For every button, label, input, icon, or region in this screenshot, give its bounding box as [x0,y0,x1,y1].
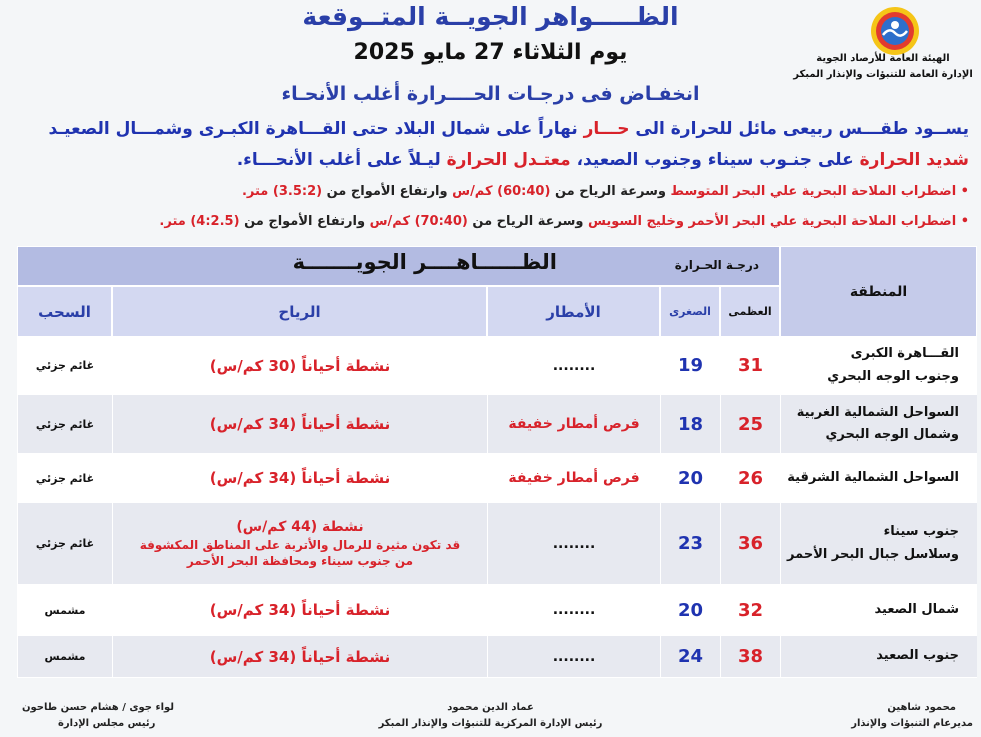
region-cell [780,454,977,503]
wind-cell: نشطة أحياناً (34 كم/س) [112,636,487,678]
org-department: الإدارة العامة للتنبؤات والإنذار المبكر [793,69,973,80]
min-temp-cell: 19 [660,337,720,395]
region-cell [780,636,977,678]
cloud-cell: غائم جزئي [17,395,112,454]
wind-cell: نشطة أحياناً (30 كم/س) [112,337,487,395]
table-row [17,503,977,585]
region-cell [780,585,977,636]
bullet-text: • اضطراب الملاحة البحرية علي البحر الأحمر وخليج السويس [588,214,969,229]
rain-cell: ........ [487,337,660,395]
bullet-text: • اضطراب الملاحة البحرية علي البحر المتوسط [670,184,969,199]
table-row [17,585,977,636]
wind-line: نشطة (44 كم/س) [236,518,364,535]
signature-center-title: رئيس الإدارة المركزية للتنبؤات والإنذار المبكر [378,718,603,729]
region-name-2: وشمال الوجه البحري [825,427,959,442]
rain-cell: ........ [487,636,660,678]
summary-highlight: شديد الحرارة [859,150,969,170]
max-temp-header: العظمى [720,286,780,337]
min-temp-cell: 23 [660,503,720,585]
summary-text: ليـلاً على أغلب الأنحـــاء. [236,150,441,170]
signature-center-name: عماد الدين محمود [447,702,534,713]
cloud-header: السحب [17,286,112,337]
region-cell [780,503,977,585]
forecast-date: يوم الثلاثاء 27 مايو 2025 [353,40,628,65]
signature-right-name: محمود شاهين [887,702,956,713]
region-name: جنوب سيناء [883,524,959,540]
min-temp-cell: 20 [660,454,720,503]
min-temp-cell: 24 [660,636,720,678]
rain-cell: فرص أمطار خفيفة [487,454,660,503]
wind-header: الرياح [112,286,487,337]
summary-highlight: حـــار [583,119,630,139]
summary-text: على جنـوب سيناء وجنوب الصعيد، [576,150,854,170]
wind-cell: نشطة أحياناً (34 كم/س) [112,395,487,454]
phenomena-header: الظــــــاهــــر الجويـــــــة [292,250,557,274]
region-name: السواحل الشمالية الغربية [796,404,959,420]
region-name: القـــاهرة الكبرى [850,346,959,362]
max-temp-cell: 38 [720,636,780,678]
table-row [17,337,977,395]
ema-logo-icon [869,5,921,57]
wind-cell: نشطة أحياناً (34 كم/س) [112,585,487,636]
wind-cell [112,503,487,585]
temperature-header: درجـة الحـرارة [674,258,759,272]
bullet-unit: متر. [241,184,269,199]
region-name: السواحل الشمالية الشرقية [787,469,959,485]
max-temp-cell: 32 [720,585,780,636]
bullet-text: وسرعة الرياح من [554,184,667,199]
org-name: الهيئة العامة للأرصاد الجوية [816,53,950,64]
region-name: شمال الصعيد [874,601,959,617]
cloud-cell: غائم جزئي [17,503,112,585]
forecast-subtitle: انخفـاض فى درجـات الحــــرارة أغلب الأنحـاء [281,83,700,105]
bullet-unit: كم/س [369,214,411,229]
max-temp-cell: 26 [720,454,780,503]
region-cell [780,395,977,454]
summary-text: يســود طقـــس ربيعى مائل للحرارة الى [635,119,969,139]
bullet-unit: متر. [159,214,186,229]
rain-header: الأمطار [487,286,660,337]
marine-warning-red-sea [159,214,969,229]
summary-highlight: معتـدل الحرارة [446,150,571,170]
bullet-value: (4:2.5) [190,214,240,229]
page-title: الظـــــواهر الجويــة المتــوقعة [302,2,679,31]
signature-left-name: لواء جوى / هشام حسن طاحون [22,702,175,713]
summary-line-1 [11,119,969,139]
bullet-text: وارتفاع الأمواج من [244,214,366,229]
region-name: جنوب الصعيد [876,648,959,664]
summary-text: نهاراً على شمال البلاد حتى القـــاهرة الكبـرى وشمـــال الصعيـد [48,119,578,139]
table-row [17,454,977,503]
bullet-value: (3.5:2) [272,184,323,199]
min-temp-header: الصغرى [660,286,720,337]
wind-line: قد تكون مثيرة للرمال والأتربة على المناطق المكشوفة [139,537,461,552]
rain-cell: ........ [487,585,660,636]
rain-cell: فرص أمطار خفيفة [487,395,660,454]
cloud-cell: غائم جزئي [17,337,112,395]
region-cell [780,337,977,395]
signature-left-title: رئيس مجلس الإدارة [58,718,156,729]
cloud-cell: مشمس [17,585,112,636]
region-header: المنطقة [780,246,977,337]
cloud-cell: غائم جزئي [17,454,112,503]
forecast-table [17,246,977,678]
min-temp-cell: 20 [660,585,720,636]
region-name-2: وسلاسل جبال البحر الأحمر [787,546,959,562]
table-row [17,636,977,678]
signature-right-title: مديرعام التنبؤات والإنذار [851,718,973,729]
max-temp-cell: 31 [720,337,780,395]
rain-cell: ........ [487,503,660,585]
max-temp-cell: 25 [720,395,780,454]
bullet-text: وسرعة الرياح من [472,214,584,229]
bullet-value: (70:40) [414,214,468,229]
min-temp-cell: 18 [660,395,720,454]
max-temp-cell: 36 [720,503,780,585]
wind-cell: نشطة أحياناً (34 كم/س) [112,454,487,503]
region-name-2: وجنوب الوجه البحري [827,368,959,384]
bullet-text: وارتفاع الأمواج من [326,184,448,199]
cloud-cell: مشمس [17,636,112,678]
wind-line: من جنوب سيناء ومحافظة البحر الأحمر [186,553,414,568]
bullet-unit: كم/س [452,184,493,199]
bullet-value: (60:40) [497,184,551,199]
table-row [17,395,977,454]
summary-line-2 [11,150,969,170]
marine-warning-mediterranean [242,184,969,199]
